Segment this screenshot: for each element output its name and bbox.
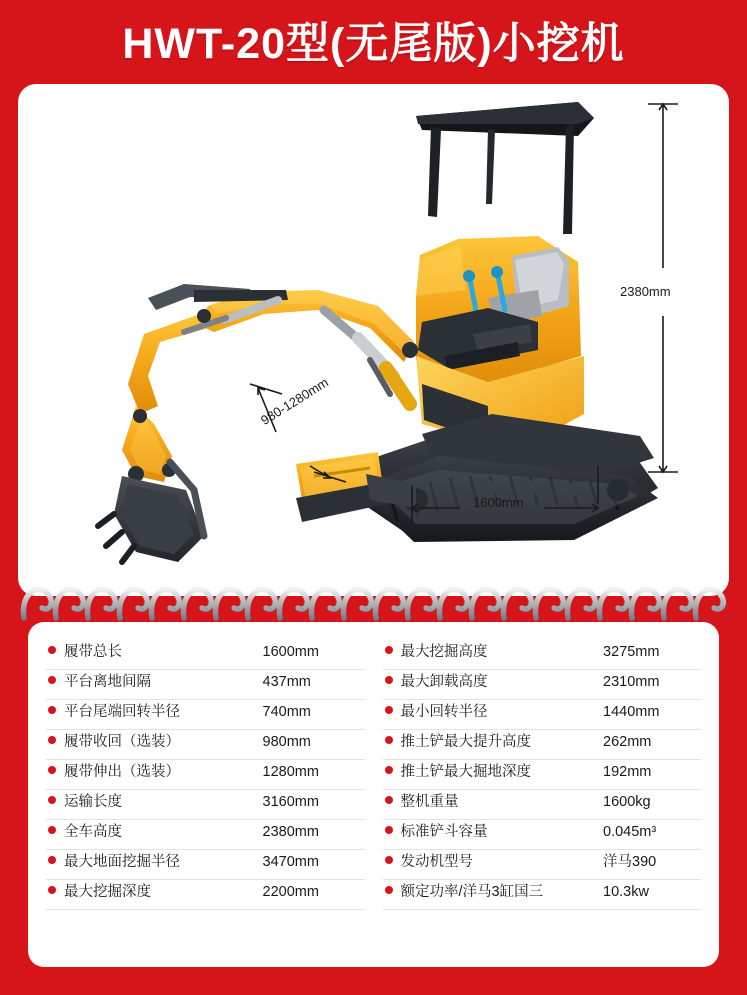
- spec-row: [46, 760, 365, 790]
- spec-label: 额定功率/洋马3缸国三: [400, 884, 544, 900]
- spec-value: 3470mm: [262, 854, 319, 870]
- spec-row: [46, 640, 365, 670]
- dim-label-track-span: 980-1280mm: [258, 374, 331, 428]
- spec-label: 整机重量: [400, 794, 459, 810]
- spec-value: 2310mm: [603, 674, 660, 690]
- spec-row: [46, 880, 365, 910]
- page-title-text: HWT-20型(无尾版)小挖机: [122, 20, 625, 68]
- spec-row: [46, 730, 365, 760]
- spec-label: 平台离地间隔: [64, 674, 151, 690]
- spec-row: [383, 880, 702, 910]
- spec-row: [46, 700, 365, 730]
- bullet-icon: [48, 826, 56, 834]
- page-title: [74, 22, 674, 67]
- bullet-icon: [385, 706, 393, 714]
- specifications-column-right: [383, 640, 702, 910]
- spec-value: 262mm: [603, 734, 652, 750]
- spec-value: 437mm: [262, 674, 311, 690]
- bullet-icon: [385, 766, 393, 774]
- spec-row: [383, 730, 702, 760]
- bullet-icon: [48, 646, 56, 654]
- spec-row: [383, 790, 702, 820]
- excavator-illustration: [18, 84, 729, 596]
- spec-label: 发动机型号: [400, 854, 473, 870]
- bullet-icon: [48, 796, 56, 804]
- spec-value: 192mm: [603, 764, 652, 780]
- spec-label: 最大挖掘高度: [400, 644, 488, 660]
- spec-value: 1280mm: [262, 764, 319, 780]
- spec-label: 履带收回（选装）: [64, 734, 180, 750]
- spec-value: 洋马390: [603, 854, 657, 870]
- spec-value: 1600mm: [262, 644, 319, 660]
- product-image: [18, 84, 729, 596]
- spec-label: 最大卸载高度: [400, 674, 488, 690]
- dim-label-track-width: 1600mm: [473, 495, 524, 510]
- spec-row: [383, 760, 702, 790]
- spec-value: 1440mm: [603, 704, 660, 720]
- bullet-icon: [385, 886, 393, 894]
- spec-value: 3275mm: [603, 644, 660, 660]
- spec-row: [46, 790, 365, 820]
- bullet-icon: [48, 886, 56, 894]
- spec-label: 履带伸出（选装）: [64, 764, 180, 780]
- spec-row: [46, 850, 365, 880]
- bullet-icon: [48, 736, 56, 744]
- spec-row: [383, 700, 702, 730]
- bullet-icon: [385, 676, 393, 684]
- spec-value: 740mm: [262, 704, 311, 720]
- spec-value: 2380mm: [262, 824, 319, 840]
- spec-row: [383, 850, 702, 880]
- spec-row: [46, 670, 365, 700]
- spec-value: 2200mm: [262, 884, 319, 900]
- spec-label: 最大挖掘深度: [64, 884, 151, 900]
- spec-row: [46, 820, 365, 850]
- spec-label: 平台尾端回转半径: [64, 704, 180, 720]
- specifications-panel: [28, 622, 719, 967]
- spec-label: 标准铲斗容量: [400, 824, 488, 840]
- spec-row: [383, 820, 702, 850]
- bullet-icon: [385, 646, 393, 654]
- bullet-icon: [48, 706, 56, 714]
- bullet-icon: [48, 856, 56, 864]
- spec-label: 全车高度: [64, 824, 122, 840]
- spec-value: 1600kg: [603, 794, 651, 810]
- bullet-icon: [385, 826, 393, 834]
- bullet-icon: [385, 736, 393, 744]
- spec-value: 980mm: [262, 734, 311, 750]
- spec-row: [383, 670, 702, 700]
- bullet-icon: [385, 856, 393, 864]
- specifications-column-left: [46, 640, 365, 910]
- spec-label: 最小回转半径: [400, 704, 488, 720]
- spec-label: 推土铲最大提升高度: [400, 734, 531, 750]
- spec-value: 3160mm: [262, 794, 319, 810]
- spec-label: 履带总长: [64, 644, 122, 660]
- spec-value: 0.045m³: [603, 824, 657, 840]
- spec-label: 最大地面挖掘半径: [64, 854, 180, 870]
- dim-label-height: 2380mm: [620, 284, 671, 299]
- bullet-icon: [385, 796, 393, 804]
- bullet-icon: [48, 676, 56, 684]
- spec-row: [383, 640, 702, 670]
- spiral-binding: [18, 578, 729, 624]
- product-image-panel: [18, 84, 729, 596]
- spec-label: 运输长度: [64, 794, 122, 810]
- bullet-icon: [48, 766, 56, 774]
- spec-label: 推土铲最大掘地深度: [400, 764, 531, 780]
- specifications-grid: [46, 640, 701, 910]
- spec-value: 10.3kw: [603, 884, 649, 900]
